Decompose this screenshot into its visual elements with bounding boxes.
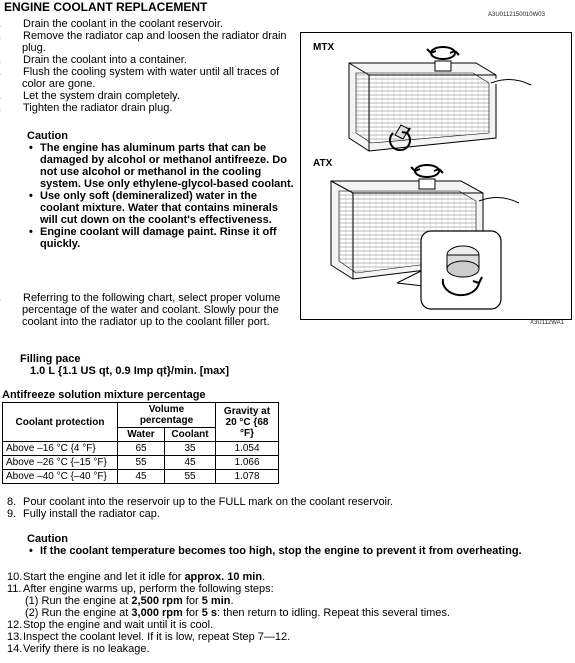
table-row [3,442,279,456]
antifreeze-table [2,402,279,484]
step-6: Tighten the radiator drain plug. [23,102,173,114]
table-row [3,456,279,470]
cell-coolant: 35 [165,442,216,456]
radiator-figure [300,32,572,320]
cell-coolant: 45 [165,456,216,470]
col-header-volume: Volume percentage [118,403,216,428]
caution-box-2 [27,533,567,557]
filling-pace [20,353,229,377]
cell-protection: Above –40 °C {–40 °F} [3,470,118,484]
step-11-2: (2) Run the engine at 3,000 rpm for 5 s: then return to idling. Repeat this several times. [25,607,450,619]
steps-list-c [7,571,567,655]
cell-gravity: 1.054 [216,442,279,456]
step-4: Flush the cooling system with water until all traces of color are gone. [22,66,280,90]
step-3: Drain the coolant into a container. [23,54,187,66]
step-12: 12.Stop the engine and wait until it is cool. [7,619,214,631]
steps-list-b [7,496,567,520]
cell-coolant: 55 [165,470,216,484]
cell-protection: Above –16 °C {4 °F} [3,442,118,456]
mtx-radiator [349,61,531,151]
figure-id: X3U112WA1 [530,320,565,326]
atx-drain-plug-inset [421,231,501,309]
caution-box-1 [27,130,297,250]
page-title: ENGINE COOLANT REPLACEMENT [4,0,208,14]
caution-item-paint: • Engine coolant will damage paint. Rinse it off quickly. [27,226,297,250]
cell-water: 65 [118,442,165,456]
step-11-1: (1) Run the engine at 2,500 rpm for 5 min. [25,595,234,607]
table-title: Antifreeze solution mixture percentage [2,389,206,401]
col-header-gravity: Gravity at 20 °C {68 °F} [216,403,279,442]
radiator-illustration [301,33,571,319]
caution-heading: Caution [27,533,68,545]
caution-item-soft-water: • Use only soft (demineralized) water in the coolant mixture. Water that contains minerals will cut down on the coolant's effectiveness. [27,190,297,226]
table-row [3,470,279,484]
cell-water: 45 [118,470,165,484]
document-id: A3U0112150010W03 [488,12,545,18]
label-mtx: MTX [313,42,335,53]
col-header-protection: Coolant protection [3,403,118,442]
cell-gravity: 1.066 [216,456,279,470]
step-1: Drain the coolant in the coolant reservoir. [23,18,223,30]
step-7: Referring to the following chart, select proper volume percentage of the water and coolant. Slowly pour the coolant into the radiator up to the coolant filler port. [22,292,281,328]
atx-cap-arrow-icon [411,165,443,177]
caution-item-overheating: • If the coolant temperature becomes too high, stop the engine to prevent it from overheating. [27,545,567,557]
filling-pace-value: 1.0 L {1.1 US qt, 0.9 Imp qt}/min. [max] [30,365,230,377]
step-8: 8. Pour coolant into the reservoir up to the FULL mark on the coolant reservoir. [7,496,394,508]
step-13: 13.Inspect the coolant level. If it is low, repeat Step 7—12. [7,631,291,643]
col-header-coolant: Coolant [165,428,216,442]
step-2: Remove the radiator cap and loosen the radiator drain plug. [22,30,287,54]
label-atx: ATX [313,158,333,169]
col-header-water: Water [118,428,165,442]
step-5: Let the system drain completely. [23,90,180,102]
filling-pace-heading: Filling pace [20,353,81,365]
cell-water: 55 [118,456,165,470]
step-14: 14.Verify there is no leakage. [7,643,150,655]
caution-heading: Caution [27,130,68,142]
step-11: 11. After engine warms up, perform the following steps: [7,583,274,595]
step-10: 10.Start the engine and let it idle for approx. 10 min. [7,571,266,583]
caution-item-aluminum: • The engine has aluminum parts that can be damaged by alcohol or methanol antifreeze. Do not use alcohol or methanol in the cooling system. Use only ethylene-glycol-based coolant. [27,142,297,190]
mtx-cap-arrow-icon [427,47,459,59]
cell-gravity: 1.078 [216,470,279,484]
steps-list-a [7,18,292,114]
step-9: 9. Fully install the radiator cap. [7,508,160,520]
cell-protection: Above –26 °C {–15 °F} [3,456,118,470]
